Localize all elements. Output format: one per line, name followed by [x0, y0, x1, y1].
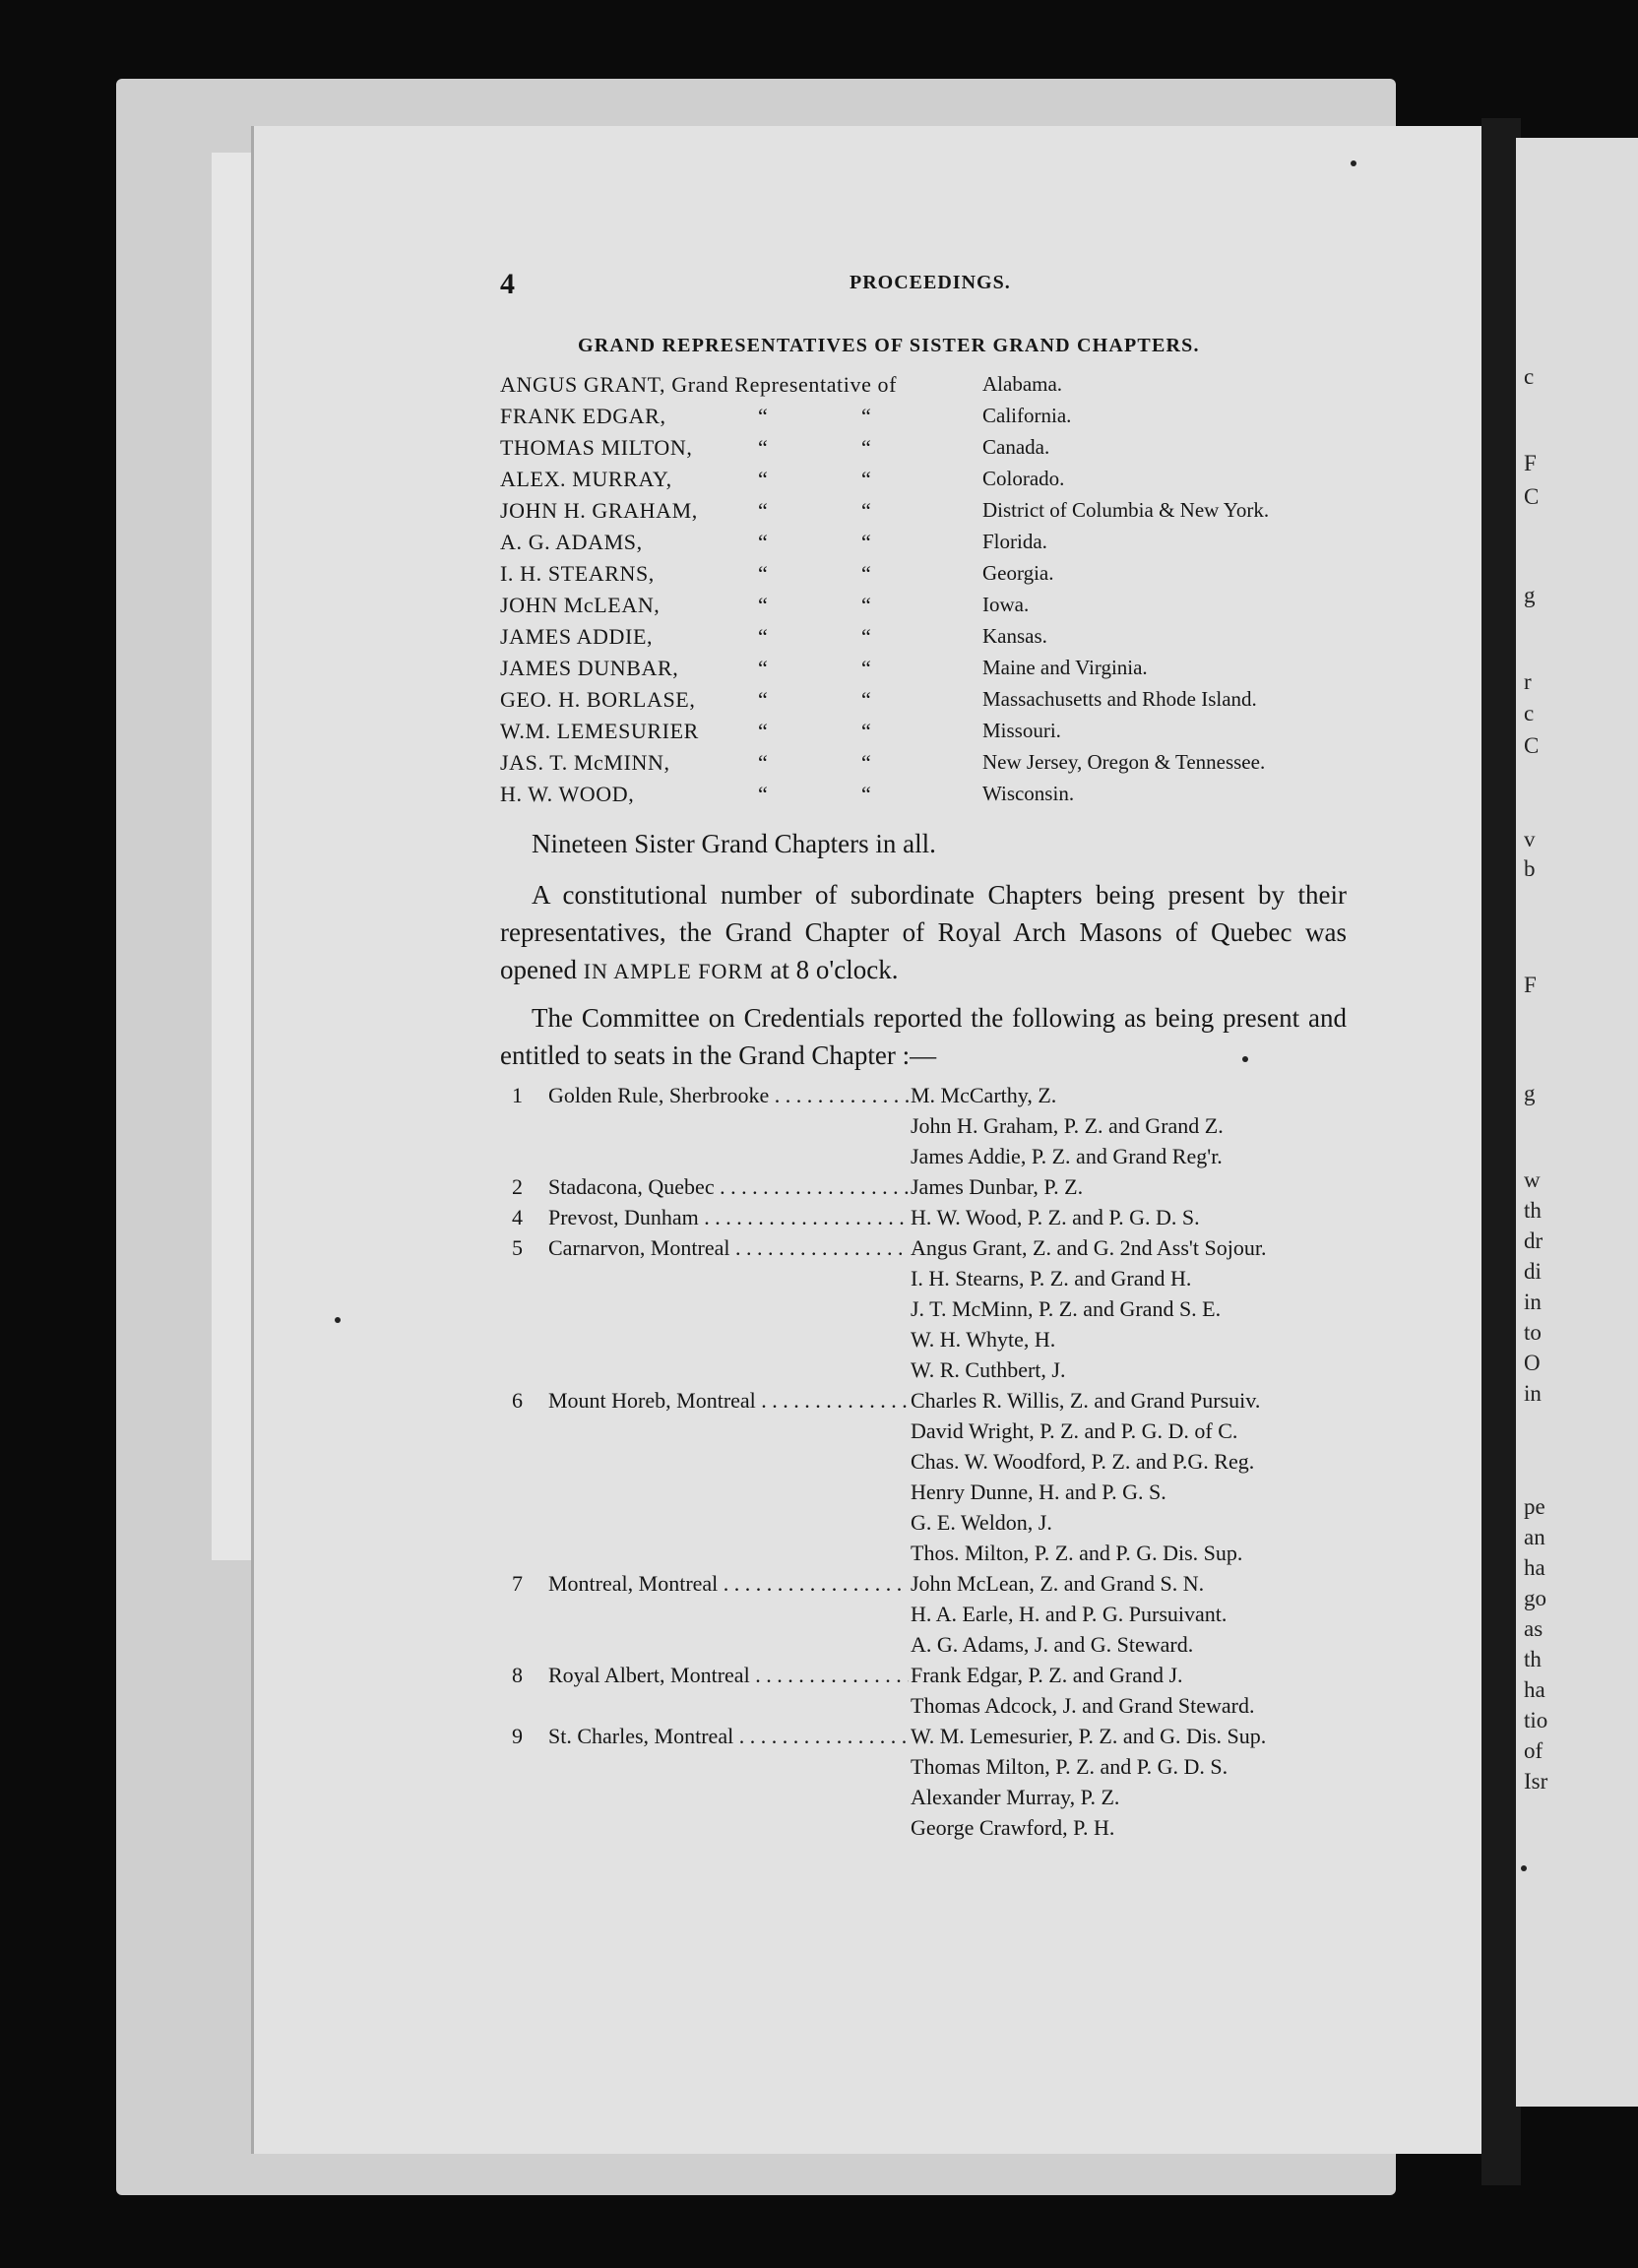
ditto-mark: “ — [861, 435, 871, 460]
representative-row — [500, 561, 1366, 593]
chapter-row — [512, 1388, 1378, 1418]
chapter-member: David Wright, P. Z. and P. G. D. of C. — [911, 1418, 1238, 1443]
representative-row — [500, 404, 1366, 435]
representative-state: Florida. — [982, 530, 1047, 553]
chapter-member: Henry Dunne, H. and P. G. S. — [911, 1480, 1166, 1504]
representative-name: GEO. H. BORLASE, — [500, 687, 696, 712]
adjacent-fragment: C — [1524, 484, 1540, 509]
page-number: 4 — [500, 268, 515, 300]
adjacent-fragment: go — [1524, 1586, 1546, 1610]
representative-name: JOHN H. GRAHAM, — [500, 498, 698, 523]
chapter-name: Prevost, Dunham . . . — [548, 1205, 928, 1230]
adjacent-fragment: of — [1524, 1738, 1544, 1763]
chapter-row — [512, 1113, 1378, 1144]
chapters-list — [512, 1083, 1378, 1846]
representative-row — [500, 530, 1366, 561]
representative-row — [500, 782, 1366, 813]
representative-row — [500, 687, 1366, 719]
chapter-row — [512, 1174, 1378, 1205]
chapter-member: H. A. Earle, H. and P. G. Pursuivant. — [911, 1602, 1228, 1626]
chapter-member: George Crawford, P. H. — [911, 1815, 1115, 1840]
chapter-member: Thomas Milton, P. Z. and P. G. D. S. — [911, 1754, 1228, 1779]
chapter-member: J. T. McMinn, P. Z. and Grand S. E. — [911, 1296, 1222, 1321]
representative-name: ANGUS GRANT, — [500, 372, 666, 397]
representative-row — [500, 372, 1366, 404]
representative-name: I. H. STEARNS, — [500, 561, 655, 586]
adjacent-fragment: c — [1524, 364, 1535, 389]
section-title: GRAND REPRESENTATIVES OF SISTER GRAND CHAPTERS. — [578, 335, 1200, 356]
in-ample-form: IN AMPLE FORM — [583, 959, 764, 983]
ditto-mark: “ — [758, 593, 768, 617]
chapter-row — [512, 1296, 1378, 1327]
chapter-row — [512, 1785, 1378, 1815]
adjacent-fragment: to — [1524, 1320, 1542, 1345]
chapter-name: Carnarvon, Montreal . . . — [548, 1235, 928, 1261]
adjacent-fragment: Isr — [1524, 1769, 1548, 1794]
representative-state: Kansas. — [982, 624, 1047, 648]
chapter-member: A. G. Adams, J. and G. Steward. — [911, 1632, 1194, 1657]
ditto-mark: “ — [861, 467, 871, 491]
representative-row — [500, 593, 1366, 624]
representative-row — [500, 435, 1366, 467]
representative-state: Iowa. — [982, 593, 1030, 616]
adjacent-fragment: dr — [1524, 1228, 1544, 1253]
chapter-number: 4 — [512, 1205, 523, 1229]
representative-state: District of Columbia & New York. — [982, 498, 1270, 522]
ditto-mark: “ — [758, 750, 768, 775]
adjacent-fragment: v — [1524, 827, 1536, 851]
paragraph-text: Nineteen Sister Grand Chapters in all. — [532, 829, 936, 858]
chapter-member: John H. Graham, P. Z. and Grand Z. — [911, 1113, 1224, 1138]
ditto-mark: “ — [861, 782, 871, 806]
representative-state: Alabama. — [982, 372, 1063, 396]
ditto-mark: “ — [758, 719, 768, 743]
ditto-mark: “ — [758, 435, 768, 460]
chapter-row — [512, 1266, 1378, 1296]
chapter-row — [512, 1541, 1378, 1571]
adjacent-fragment: tio — [1524, 1708, 1548, 1732]
chapter-member: G. E. Weldon, J. — [911, 1510, 1052, 1535]
chapter-row — [512, 1663, 1378, 1693]
representative-row — [500, 656, 1366, 687]
representative-name: THOMAS MILTON, — [500, 435, 693, 460]
representative-name: JOHN McLEAN, — [500, 593, 661, 617]
representative-state: Canada. — [982, 435, 1050, 459]
representative-state: Colorado. — [982, 467, 1065, 490]
chapter-member: Frank Edgar, P. Z. and Grand J. — [911, 1663, 1183, 1687]
chapter-name: St. Charles, Montreal . . . — [548, 1724, 928, 1749]
representative-name: JAS. T. McMINN, — [500, 750, 670, 775]
adjacent-page — [1516, 138, 1638, 2107]
adjacent-fragment: in — [1524, 1290, 1542, 1314]
representative-state: Maine and Virginia. — [982, 656, 1148, 679]
representatives-list — [500, 372, 1366, 813]
chapter-number: 5 — [512, 1235, 523, 1260]
representative-name: FRANK EDGAR, — [500, 404, 666, 428]
ditto-mark: “ — [758, 624, 768, 649]
representative-state: Georgia. — [982, 561, 1054, 585]
chapter-member: Chas. W. Woodford, P. Z. and P.G. Reg. — [911, 1449, 1255, 1474]
ditto-mark: “ — [861, 530, 871, 554]
chapter-member: W. M. Lemesurier, P. Z. and G. Dis. Sup. — [911, 1724, 1267, 1748]
ink-speck — [1242, 1056, 1248, 1062]
ditto-mark: “ — [758, 530, 768, 554]
representative-name: A. G. ADAMS, — [500, 530, 643, 554]
ditto-mark: “ — [861, 719, 871, 743]
running-head: PROCEEDINGS. — [850, 272, 1011, 293]
ditto-mark: “ — [861, 498, 871, 523]
adjacent-fragment: th — [1524, 1198, 1542, 1223]
representative-row — [500, 750, 1366, 782]
adjacent-fragment: an — [1524, 1525, 1545, 1549]
representative-state: New Jersey, Oregon & Tennessee. — [982, 750, 1266, 774]
adjacent-fragment: O — [1524, 1351, 1541, 1375]
chapter-row — [512, 1418, 1378, 1449]
ink-speck — [1521, 1865, 1527, 1871]
chapter-row — [512, 1632, 1378, 1663]
adjacent-fragment: w — [1524, 1167, 1541, 1192]
chapter-member: W. H. Whyte, H. — [911, 1327, 1056, 1352]
chapter-row — [512, 1754, 1378, 1785]
paragraph-constitutional — [500, 876, 1347, 990]
chapter-row — [512, 1571, 1378, 1602]
paragraph-text: at 8 o'clock. — [770, 955, 899, 984]
chapter-row — [512, 1357, 1378, 1388]
chapter-row — [512, 1724, 1378, 1754]
chapter-member: John McLean, Z. and Grand S. N. — [911, 1571, 1205, 1596]
adjacent-fragment: as — [1524, 1616, 1544, 1641]
chapter-member: M. McCarthy, Z. — [911, 1083, 1057, 1107]
ditto-mark: “ — [758, 404, 768, 428]
page-fold — [1481, 118, 1521, 2185]
ditto-mark: “ — [758, 656, 768, 680]
adjacent-fragment: g — [1524, 583, 1536, 607]
underlying-page-edge — [212, 153, 253, 1560]
adjacent-fragment: C — [1524, 733, 1540, 758]
adjacent-fragment: F — [1524, 451, 1537, 475]
adjacent-fragment: b — [1524, 856, 1536, 881]
representative-state: California. — [982, 404, 1072, 427]
representative-name: H. W. WOOD, — [500, 782, 635, 806]
representative-row — [500, 467, 1366, 498]
chapter-member: Thomas Adcock, J. and Grand Steward. — [911, 1693, 1255, 1718]
representative-title: Grand Representative of — [671, 372, 898, 397]
ditto-mark: “ — [861, 593, 871, 617]
adjacent-fragment: ha — [1524, 1677, 1545, 1702]
adjacent-fragment: c — [1524, 701, 1535, 725]
chapter-row — [512, 1815, 1378, 1846]
representative-row — [500, 624, 1366, 656]
chapter-member: Charles R. Willis, Z. and Grand Pursuiv. — [911, 1388, 1261, 1413]
representative-state: Wisconsin. — [982, 782, 1075, 805]
representative-name: W.M. LEMESURIER — [500, 719, 699, 743]
chapter-row — [512, 1510, 1378, 1541]
ditto-mark: “ — [861, 750, 871, 775]
adjacent-fragment: ha — [1524, 1555, 1545, 1580]
chapter-member: Thos. Milton, P. Z. and P. G. Dis. Sup. — [911, 1541, 1243, 1565]
adjacent-fragment: di — [1524, 1259, 1542, 1284]
ink-speck — [1351, 160, 1356, 166]
representative-name: JAMES ADDIE, — [500, 624, 654, 649]
chapter-number: 8 — [512, 1663, 523, 1687]
chapter-row — [512, 1327, 1378, 1357]
representative-state: Missouri. — [982, 719, 1061, 742]
ditto-mark: “ — [861, 656, 871, 680]
chapter-name: Golden Rule, Sherbrooke . . . — [548, 1083, 928, 1108]
chapter-member: I. H. Stearns, P. Z. and Grand H. — [911, 1266, 1192, 1291]
chapter-member: W. R. Cuthbert, J. — [911, 1357, 1066, 1382]
chapter-member: James Addie, P. Z. and Grand Reg'r. — [911, 1144, 1223, 1168]
representative-name: ALEX. MURRAY, — [500, 467, 672, 491]
ditto-mark: “ — [758, 561, 768, 586]
chapter-number: 7 — [512, 1571, 523, 1596]
paragraph-nineteen — [500, 825, 1347, 862]
chapter-name: Stadacona, Quebec . . . — [548, 1174, 928, 1200]
ditto-mark: “ — [758, 498, 768, 523]
adjacent-fragment: r — [1524, 669, 1532, 694]
chapter-row — [512, 1144, 1378, 1174]
adjacent-fragment: th — [1524, 1647, 1542, 1671]
chapter-name: Royal Albert, Montreal . . . — [548, 1663, 928, 1688]
adjacent-fragment: in — [1524, 1381, 1542, 1406]
representative-state: Massachusetts and Rhode Island. — [982, 687, 1257, 711]
representative-row — [500, 719, 1366, 750]
chapter-number: 1 — [512, 1083, 523, 1107]
chapter-row — [512, 1480, 1378, 1510]
page-header — [500, 268, 1327, 307]
adjacent-fragment: pe — [1524, 1494, 1545, 1519]
ditto-mark: “ — [758, 687, 768, 712]
ink-speck — [335, 1317, 341, 1323]
chapter-number: 9 — [512, 1724, 523, 1748]
ditto-mark: “ — [861, 561, 871, 586]
chapter-number: 6 — [512, 1388, 523, 1413]
ditto-mark: “ — [861, 687, 871, 712]
chapter-row — [512, 1449, 1378, 1480]
paragraph-text: The Committee on Credentials reported the following as being present and entitled to seats in the Grand Chapter :— — [500, 1003, 1347, 1070]
chapter-name: Mount Horeb, Montreal . . . — [548, 1388, 928, 1414]
ditto-mark: “ — [758, 782, 768, 806]
representative-name: JAMES DUNBAR, — [500, 656, 679, 680]
paragraph-text: A constitutional number of subordinate Chapters being present by their representatives, the Grand Chapter of Royal Arch Masons of Quebec was opened — [500, 880, 1347, 984]
paragraph-committee — [500, 999, 1347, 1074]
chapter-member: James Dunbar, P. Z. — [911, 1174, 1084, 1199]
chapter-row — [512, 1602, 1378, 1632]
representative-row — [500, 498, 1366, 530]
chapter-row — [512, 1235, 1378, 1266]
ditto-mark: “ — [861, 624, 871, 649]
chapter-number: 2 — [512, 1174, 523, 1199]
ditto-mark: “ — [758, 467, 768, 491]
chapter-member: H. W. Wood, P. Z. and P. G. D. S. — [911, 1205, 1200, 1229]
adjacent-fragment: F — [1524, 973, 1537, 997]
chapter-member: Alexander Murray, P. Z. — [911, 1785, 1120, 1809]
chapter-row — [512, 1693, 1378, 1724]
chapter-member: Angus Grant, Z. and G. 2nd Ass't Sojour. — [911, 1235, 1267, 1260]
chapter-name: Montreal, Montreal . . . — [548, 1571, 928, 1597]
chapter-row — [512, 1205, 1378, 1235]
adjacent-fragment: g — [1524, 1081, 1536, 1105]
chapter-row — [512, 1083, 1378, 1113]
ditto-mark: “ — [861, 404, 871, 428]
